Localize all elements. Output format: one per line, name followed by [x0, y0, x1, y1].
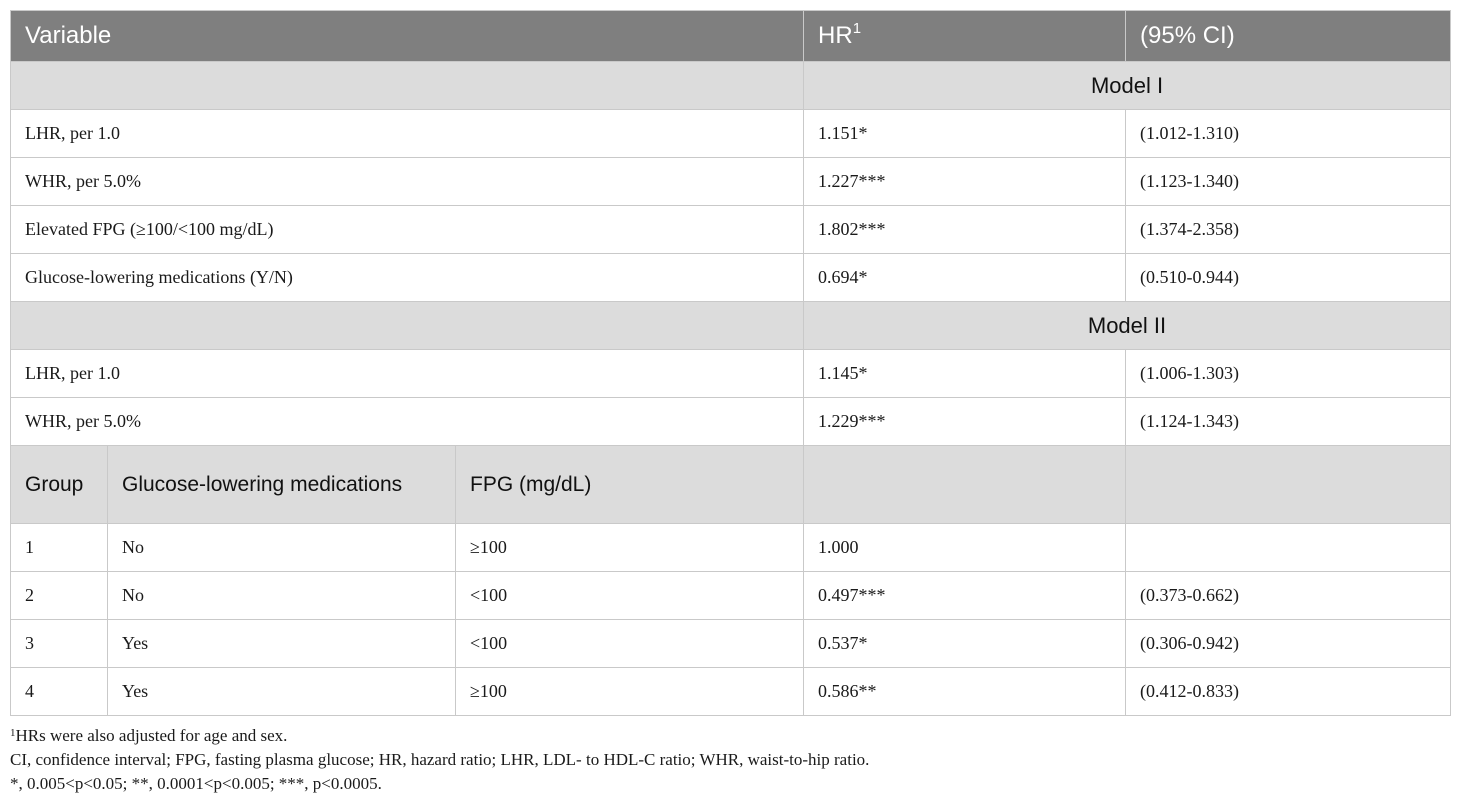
ci-cell [1126, 524, 1451, 572]
footnote-abbreviations: CI, confidence interval; FPG, fasting plasma glucose; HR, hazard ratio; LHR, LDL- to HDL-C ratio; WHR, waist-to-hip ratio. [10, 750, 870, 769]
model-1-label: Model I [804, 62, 1451, 110]
hr-cell: 1.151* [804, 110, 1126, 158]
fpg-cell: ≥100 [456, 524, 804, 572]
variable-cell: WHR, per 5.0% [11, 398, 804, 446]
header-hr [804, 11, 1126, 62]
model-2-blank-cell [11, 302, 804, 350]
table-row [11, 254, 1451, 302]
subheader-group: Group [11, 446, 108, 524]
hr-cell: 0.694* [804, 254, 1126, 302]
table-row [11, 572, 1451, 620]
hr-cell: 0.497*** [804, 572, 1126, 620]
medications-cell: No [108, 524, 456, 572]
variable-cell: Elevated FPG (≥100/<100 mg/dL) [11, 206, 804, 254]
ci-cell: (1.123-1.340) [1126, 158, 1451, 206]
ci-cell: (0.306-0.942) [1126, 620, 1451, 668]
subheader-medications: Glucose-lowering medications [108, 446, 456, 524]
fpg-cell: <100 [456, 572, 804, 620]
fpg-cell: ≥100 [456, 668, 804, 716]
table-row [11, 668, 1451, 716]
footnote-1 [10, 724, 1450, 748]
ci-cell: (0.412-0.833) [1126, 668, 1451, 716]
hr-cell: 1.145* [804, 350, 1126, 398]
table-row [11, 620, 1451, 668]
hr-cell: 1.229*** [804, 398, 1126, 446]
group-cell: 4 [11, 668, 108, 716]
group-cell: 2 [11, 572, 108, 620]
hr-cell: 1.000 [804, 524, 1126, 572]
table-row [11, 158, 1451, 206]
hr-cell: 0.537* [804, 620, 1126, 668]
table-row [11, 206, 1451, 254]
ci-cell: (0.510-0.944) [1126, 254, 1451, 302]
table-header-row [11, 11, 1451, 62]
hr-cell: 1.802*** [804, 206, 1126, 254]
medications-cell: No [108, 572, 456, 620]
table-row [11, 350, 1451, 398]
subheader-blank-ci [1126, 446, 1451, 524]
group-cell: 3 [11, 620, 108, 668]
ci-cell: (1.006-1.303) [1126, 350, 1451, 398]
model-1-header-row [11, 62, 1451, 110]
header-hr-label: HR [818, 22, 853, 49]
variable-cell: LHR, per 1.0 [11, 350, 804, 398]
variable-cell: WHR, per 5.0% [11, 158, 804, 206]
table-row [11, 110, 1451, 158]
subheader-fpg: FPG (mg/dL) [456, 446, 804, 524]
header-variable: Variable [11, 11, 804, 62]
footnote-significance: *, 0.005<p<0.05; **, 0.0001<p<0.005; ***, p<0.0005. [10, 774, 382, 793]
fpg-cell: <100 [456, 620, 804, 668]
variable-cell: LHR, per 1.0 [11, 110, 804, 158]
ci-cell: (1.012-1.310) [1126, 110, 1451, 158]
ci-cell: (0.373-0.662) [1126, 572, 1451, 620]
table-row [11, 524, 1451, 572]
medications-cell: Yes [108, 620, 456, 668]
hr-cell: 0.586** [804, 668, 1126, 716]
ci-cell: (1.374-2.358) [1126, 206, 1451, 254]
header-ci: (95% CI) [1126, 11, 1451, 62]
variable-cell: Glucose-lowering medications (Y/N) [11, 254, 804, 302]
ci-cell: (1.124-1.343) [1126, 398, 1451, 446]
model-2-header-row [11, 302, 1451, 350]
group-cell: 1 [11, 524, 108, 572]
hr-cell: 1.227*** [804, 158, 1126, 206]
footnote-1-text: HRs were also adjusted for age and sex. [15, 726, 288, 745]
results-table-container [10, 10, 1450, 796]
header-hr-footnote-marker: 1 [852, 20, 862, 37]
footnote-1-marker: 1 [10, 727, 16, 739]
table-footnotes [10, 724, 1450, 796]
hazard-ratio-table [10, 10, 1451, 716]
table-row [11, 398, 1451, 446]
model-2-label: Model II [804, 302, 1451, 350]
medications-cell: Yes [108, 668, 456, 716]
subheader-blank-hr [804, 446, 1126, 524]
model-1-blank-cell [11, 62, 804, 110]
group-subheader-row [11, 446, 1451, 524]
